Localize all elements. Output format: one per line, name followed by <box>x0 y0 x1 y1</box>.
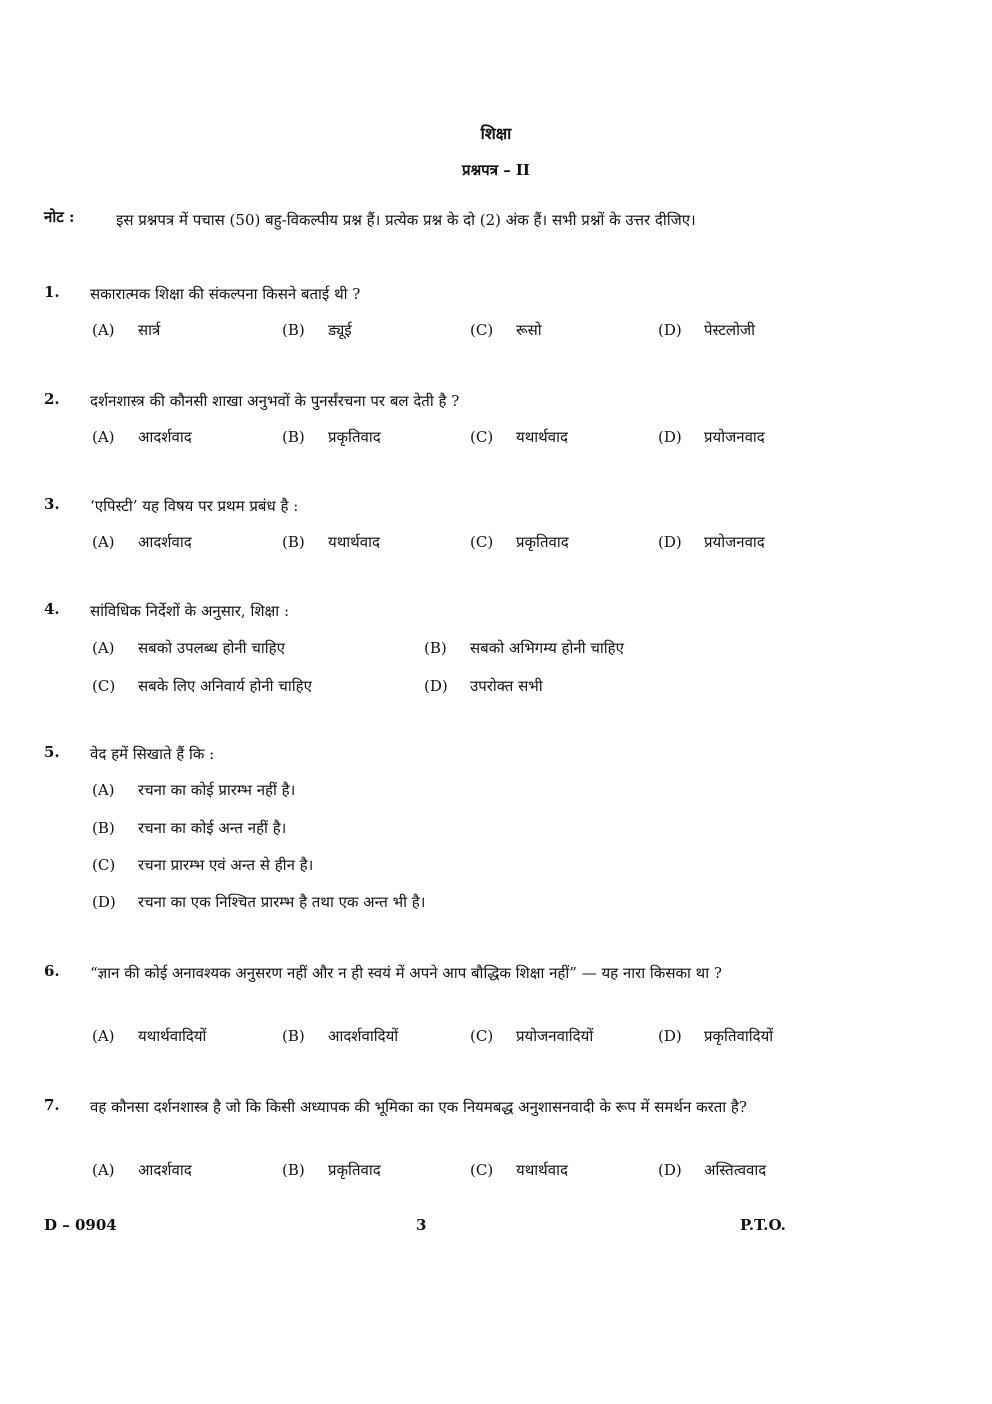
question-text: दर्शनशास्त्र की कौनसी शाखा अनुभवों के पुनर्संरचना पर बल देती है ? <box>90 392 460 410</box>
note-label: नोट : <box>44 208 75 226</box>
option-d: (D) पेस्टलोजी <box>658 321 755 339</box>
option-c: (C) प्रयोजनवादियों <box>470 1027 594 1045</box>
pto-label: P.T.O. <box>740 1216 786 1234</box>
option-a: (A) रचना का कोई प्रारम्भ नहीं है। <box>92 781 296 799</box>
option-b: (B) प्रकृतिवाद <box>282 428 381 446</box>
option-c: (C) प्रकृतिवाद <box>470 533 569 551</box>
question-number: 1. <box>44 283 60 301</box>
question-number: 5. <box>44 743 60 761</box>
option-d: (D) प्रयोजनवाद <box>658 533 765 551</box>
page-title: शिक्षा <box>480 124 512 143</box>
page-number: 3 <box>416 1216 427 1234</box>
question-text: सकारात्मक शिक्षा की संकल्पना किसने बताई थी ? <box>90 285 361 303</box>
option-b: (B) रचना का कोई अन्त नहीं है। <box>92 819 287 837</box>
question-number: 7. <box>44 1096 60 1114</box>
option-d: (D) प्रकृतिवादियों <box>658 1027 774 1045</box>
option-c: (C) यथार्थवाद <box>470 1161 568 1179</box>
option-c: (C) यथार्थवाद <box>470 428 568 446</box>
option-a: (A) सार्त्र <box>92 321 161 339</box>
option-d: (D) अस्तित्ववाद <box>658 1161 767 1179</box>
question-number: 6. <box>44 962 60 980</box>
option-b: (B) यथार्थवाद <box>282 533 380 551</box>
question-number: 3. <box>44 495 60 513</box>
question-text: वह कौनसा दर्शनशास्त्र है जो कि किसी अध्यापक की भूमिका का एक नियमबद्ध अनुशासनवादी के रूप में समर्थन करता है? <box>90 1098 747 1116</box>
question-number: 4. <box>44 600 60 618</box>
option-a: (A) आदर्शवाद <box>92 533 192 551</box>
question-text: “ज्ञान की कोई अनावश्यक अनुसरण नहीं और न ही स्वयं में अपने आप बौद्धिक शिक्षा नहीं” — यह नारा किसका था ? <box>90 964 722 982</box>
option-a: (A) आदर्शवाद <box>92 1161 192 1179</box>
note-text: इस प्रश्नपत्र में पचास (50) बहु-विकल्पीय प्रश्न हैं। प्रत्येक प्रश्न के दो (2) अंक हैं। सभी प्रश्नों के उत्तर दीजिए। <box>116 211 696 229</box>
option-b: (B) प्रकृतिवाद <box>282 1161 381 1179</box>
question-text: सांविधिक निर्देशों के अनुसार, शिक्षा : <box>90 602 289 620</box>
paper-number: प्रश्नपत्र – II <box>462 161 530 179</box>
option-b: (B) सबको अभिगम्य होनी चाहिए <box>424 639 624 657</box>
option-a: (A) आदर्शवाद <box>92 428 192 446</box>
option-c: (C) रचना प्रारम्भ एवं अन्त से हीन है। <box>92 856 314 874</box>
question-number: 2. <box>44 390 60 408</box>
option-c: (C) सबके लिए अनिवार्य होनी चाहिए <box>92 677 312 695</box>
question-text: वेद हमें सिखाते हैं कि : <box>90 745 215 763</box>
option-d: (D) प्रयोजनवाद <box>658 428 765 446</box>
option-a: (A) यथार्थवादियों <box>92 1027 207 1045</box>
option-b: (B) आदर्शवादियों <box>282 1027 399 1045</box>
question-text: ‘एपिस्टी’ यह विषय पर प्रथम प्रबंध है : <box>90 497 299 515</box>
option-d: (D) उपरोक्त सभी <box>424 677 543 695</box>
option-b: (B) ड्यूई <box>282 321 352 339</box>
option-d: (D) रचना का एक निश्चित प्रारम्भ है तथा एक अन्त भी है। <box>92 893 426 911</box>
paper-code: D – 0904 <box>44 1216 117 1234</box>
option-c: (C) रूसो <box>470 321 542 339</box>
option-a: (A) सबको उपलब्ध होनी चाहिए <box>92 639 285 657</box>
